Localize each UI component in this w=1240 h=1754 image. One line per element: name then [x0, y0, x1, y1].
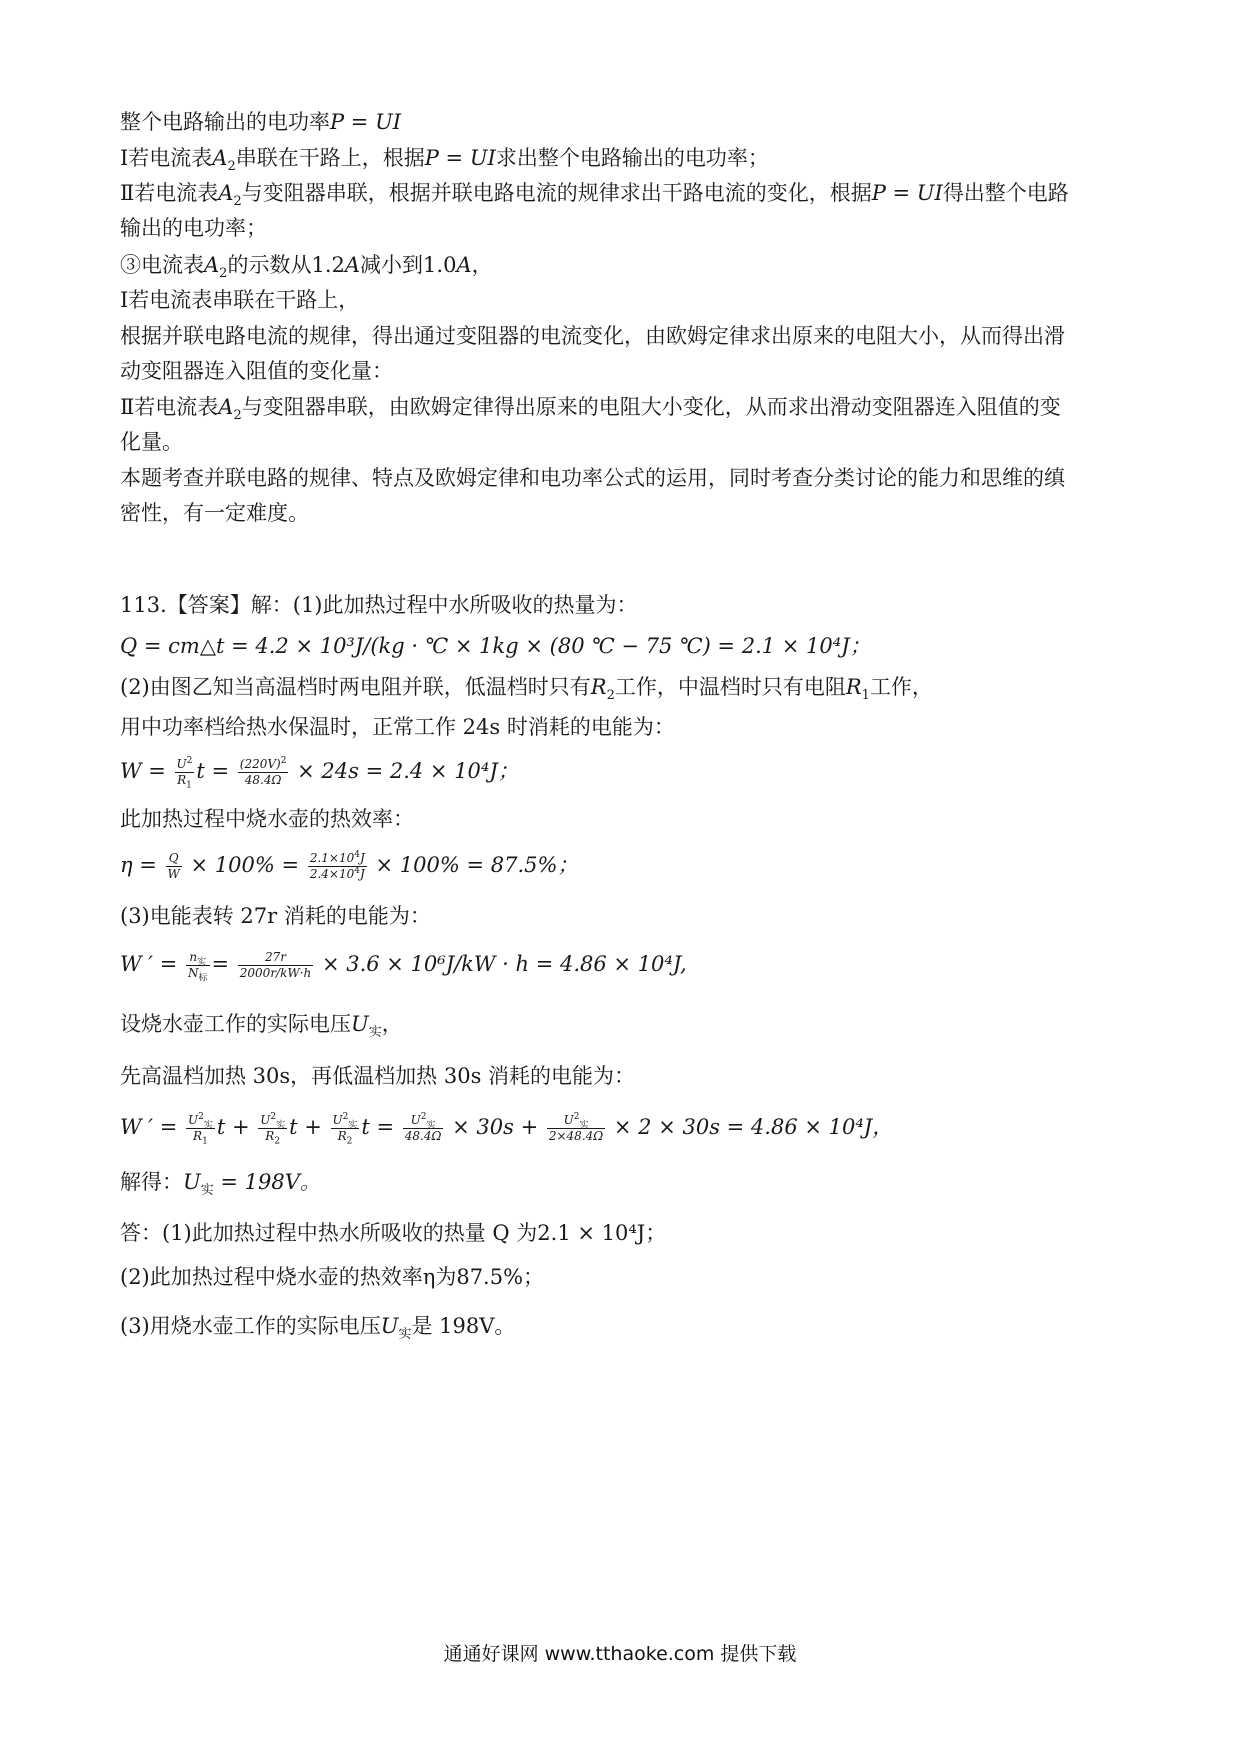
fraction: $\frac{n_实}{N_标}$	[187, 950, 208, 984]
formula-line: η = $\frac{Q}{W}$ × 100% = $\frac{2.1\times 10^4J}{2.4\times 10^4J}$ × 100% = 87.5%；	[120, 850, 579, 881]
formula: $A_2$	[218, 181, 242, 210]
text-line	[120, 1010, 1120, 1041]
formula: $R_1$	[845, 675, 870, 704]
text-span: Ⅰ若电流表	[120, 146, 213, 170]
text-span: 工作，	[869, 675, 933, 699]
fraction: $\frac{U^2_实}{R_2}$	[332, 1112, 358, 1147]
formula: $U_实$	[380, 1314, 412, 1343]
text-span: 是 198V。	[411, 1314, 516, 1338]
text-line	[120, 1312, 1120, 1343]
text-line	[120, 673, 1120, 704]
fraction: $\frac{27r}{2000r/kW\cdot h}$	[239, 950, 312, 980]
text-span: 与变阻器串联，根据并联电路电流的规律求出干路电流的变化，根据	[241, 181, 872, 205]
formula: P = UI	[330, 110, 402, 134]
formula-line: W = $\frac{U^2}{R_1}$ t = $\frac{(220V)^2}{48.4\Omega}$ × 24s = 2.4 × 10⁴J；	[120, 756, 519, 791]
fraction: $\frac{U^2_实}{48.4\Omega}$	[404, 1112, 442, 1143]
fraction: $\frac{2.1\times 10^4J}{2.4\times 10^4J}$	[309, 850, 365, 881]
text-span: 的示数从	[227, 253, 312, 277]
text-line	[120, 393, 1120, 424]
formula: $A_2$	[204, 253, 228, 282]
text-line	[120, 179, 1120, 210]
text-line: 化量。	[120, 430, 183, 454]
text-line: 先高温档加热 30s，再低温档加热 30s 消耗的电能为：	[120, 1064, 636, 1088]
formula: $A_2$	[218, 395, 242, 424]
text-span: 与变阻器串联，由欧姆定律得出原来的电阻大小变化，从而求出滑动变阻器连入阻值的变	[241, 395, 1061, 419]
fraction: $\frac{U^2_实}{2\times 48.4\Omega}$	[548, 1112, 604, 1143]
text-line: 输出的电功率；	[120, 216, 267, 240]
text-span: (3)用烧水壶工作的实际电压	[120, 1314, 381, 1338]
text-line: Ⅰ若电流表串联在干路上，	[120, 288, 360, 312]
text-line: 本题考查并联电路的规律、特点及欧姆定律和电功率公式的运用，同时考查分类讨论的能力和思维的缜	[120, 466, 1065, 490]
text-span: 设烧水壶工作的实际电压	[120, 1012, 351, 1036]
formula: $U_实$	[351, 1012, 382, 1041]
formula: $R_2$	[590, 675, 615, 704]
text-span: ③电流表	[120, 253, 204, 277]
text-span: Ⅱ若电流表	[120, 395, 219, 419]
text-span: 整个电路输出的电功率	[120, 110, 330, 134]
text-line	[120, 1168, 1120, 1199]
fraction: $\frac{U^2_实}{R_1}$	[187, 1112, 213, 1147]
text-line: 答：(1)此加热过程中热水所吸收的热量 Q 为2.1 × 10⁴J；	[120, 1221, 667, 1245]
formula: 1.0A	[423, 253, 472, 277]
text-line: 用中功率档给热水保温时，正常工作 24s 时消耗的电能为：	[120, 715, 675, 739]
text-line: 动变阻器连入阻值的变化量：	[120, 359, 393, 383]
text-span: ，	[471, 253, 493, 277]
text-line: 根据并联电路电流的规律，得出通过变阻器的电流变化，由欧姆定律求出原来的电阻大小，从而得出滑	[120, 324, 1065, 348]
text-line: (2)此加热过程中烧水壶的热效率η为87.5%；	[120, 1265, 545, 1289]
text-line: 此加热过程中烧水壶的热效率：	[120, 807, 414, 831]
formula-line: W ′ = $\frac{U^2_实}{R_1}$ t + $\frac{U^2_实}{R_2}$ t + $\frac{U^2_实}{R_2}$ t = $\frac{U^2_实}{48.4\Omega}$ × 30s + $\frac{U^2_实}{2\times 48.4\Omega}$ × 2 × 30s = 4.86 × 10⁴J，	[120, 1112, 894, 1147]
fraction: $\frac{U^2}{R_1}$	[176, 756, 193, 791]
formula-line: W ′ = $\frac{n_实}{N_标}$ = $\frac{27r}{2000r/kW\cdot h}$ × 3.6 × 10⁶J/kW · h = 4.86 × 10⁴J,	[120, 950, 687, 984]
text-span: (2)由图乙知当高温档时两电阻并联，低温档时只有	[120, 675, 591, 699]
formula: P = UI	[424, 146, 496, 170]
text-line	[120, 144, 1120, 175]
text-span: 得出整个电路	[942, 181, 1069, 205]
text-line	[120, 108, 1120, 136]
formula: P = UI	[871, 181, 943, 205]
text-span: Ⅱ若电流表	[120, 181, 219, 205]
text-line: (3)电能表转 27r 消耗的电能为：	[120, 904, 431, 928]
text-span: × 3.6 × 10⁶J/kW · h = 4.86 × 10⁴J,	[321, 952, 687, 976]
formula: $A_2$	[212, 146, 236, 175]
text-span: × 2 × 30s = 4.86 × 10⁴J，	[613, 1115, 894, 1139]
text-span: ，	[381, 1012, 403, 1036]
formula: = 198V。	[213, 1170, 321, 1194]
text-span: 工作，中温档时只有电阻	[614, 675, 846, 699]
text-line	[120, 251, 1120, 282]
answer-heading: 113.【答案】解：(1)此加热过程中水所吸收的热量为：	[120, 593, 638, 617]
text-line: 密性，有一定难度。	[120, 501, 309, 525]
text-span: 减小到	[360, 253, 424, 277]
text-span: 串联在干路上，根据	[235, 146, 425, 170]
text-span: 求出整个电路输出的电功率；	[495, 146, 769, 170]
text-span: × 24s = 2.4 × 10⁴J；	[297, 759, 519, 783]
fraction: $\frac{U^2_实}{R_2}$	[260, 1112, 286, 1147]
fraction: $\frac{(220V)^2}{48.4\Omega}$	[239, 756, 287, 787]
formula: 1.2A	[311, 253, 361, 277]
text-span: 解得：	[120, 1170, 183, 1194]
text-span: × 100% = 87.5%；	[375, 853, 579, 877]
page-footer: 通通好课网 www.tthaoke.com 提供下载	[443, 1643, 797, 1665]
fraction: $\frac{Q}{W}$	[167, 851, 180, 881]
formula: $U_实$	[183, 1170, 214, 1199]
formula-line: Q = cm△t = 4.2 × 10³J/(kg · ℃ × 1kg × (80 ℃ − 75 ℃) = 2.1 × 10⁴J；	[120, 634, 871, 658]
